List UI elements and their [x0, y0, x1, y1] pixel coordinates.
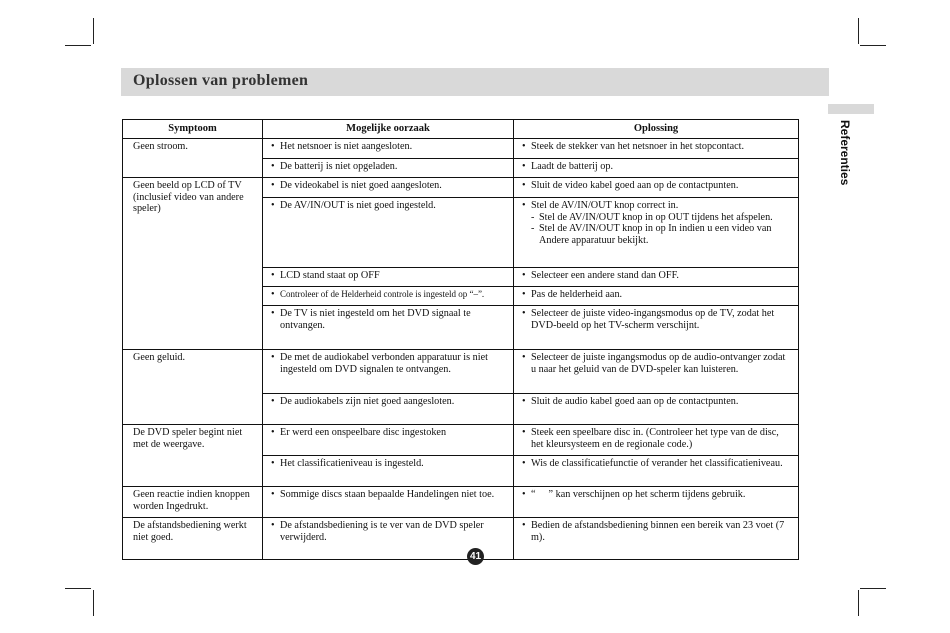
crop-mark	[93, 18, 94, 44]
bullet-icon: •	[522, 489, 526, 500]
solution-cell	[514, 139, 799, 159]
bullet-item	[271, 458, 507, 470]
cause-text: LCD stand staat op OFF	[280, 270, 380, 281]
sub-step-text: Stel de AV/IN/OUT knop in op OUT tijdens het afspelen.	[539, 211, 773, 223]
bullet-icon: •	[271, 270, 275, 281]
solution-cell	[514, 425, 799, 456]
bullet-item	[271, 427, 507, 439]
bullet-item	[522, 141, 792, 153]
section-header	[121, 68, 829, 96]
bullet-item	[271, 180, 507, 192]
dash-icon: -	[531, 211, 535, 223]
cause-text: Het classificatieniveau is ingesteld.	[280, 458, 424, 469]
solution-text: Selecteer de juiste ingangsmodus op de audio-ontvanger zodat u naar het geluid van de DVD-speler kan luisteren.	[531, 352, 786, 375]
page-number: 41	[467, 548, 484, 565]
solution-text: Sluit de video kabel goed aan op de contactpunten.	[531, 180, 739, 191]
bullet-icon: •	[271, 308, 275, 319]
cause-cell	[263, 139, 514, 159]
solution-cell	[514, 268, 799, 287]
troubleshooting-table	[122, 119, 799, 560]
cause-cell	[263, 306, 514, 350]
bullet-item	[522, 489, 792, 501]
solution-cell	[514, 518, 799, 560]
cause-text: Controleer of de Helderheid controle is ingesteld op “–”.	[280, 289, 485, 299]
bullet-item	[522, 427, 792, 450]
bullet-item	[271, 352, 507, 375]
symptom-cell: De DVD speler begint niet met de weergave.	[123, 425, 263, 487]
solution-cell	[514, 178, 799, 198]
cause-text: De afstandsbediening is te ver van de DVD speler verwijderd.	[280, 520, 484, 543]
bullet-icon: •	[522, 308, 526, 319]
crop-mark	[858, 590, 859, 616]
solution-text: Selecteer een andere stand dan OFF.	[531, 270, 679, 281]
bullet-icon: •	[522, 427, 526, 438]
cause-text: De met de audiokabel verbonden apparatuur is niet ingesteld om DVD signalen te ontvangen.	[280, 352, 488, 375]
sub-step-text: Stel de AV/IN/OUT knop in op In indien u een video van Andere apparatuur bekijkt.	[539, 223, 772, 246]
bullet-icon: •	[522, 200, 526, 211]
solution-text: Steek de stekker van het netsnoer in het stopcontact.	[531, 141, 745, 152]
symptom-cell: De afstandsbediening werkt niet goed.	[123, 518, 263, 560]
cause-cell	[263, 394, 514, 425]
sub-step	[522, 212, 792, 224]
solution-cell	[514, 350, 799, 394]
bullet-item	[522, 520, 792, 543]
bullet-icon: •	[271, 200, 275, 211]
bullet-item	[271, 141, 507, 153]
bullet-icon: •	[522, 161, 526, 172]
bullet-item	[522, 200, 792, 212]
cause-cell	[263, 425, 514, 456]
bullet-icon: •	[271, 427, 275, 438]
bullet-item	[271, 289, 507, 301]
cause-text: De videokabel is niet goed aangesloten.	[280, 180, 442, 191]
solution-cell	[514, 456, 799, 487]
crop-mark	[860, 588, 886, 589]
bullet-item	[271, 489, 507, 501]
solution-cell	[514, 198, 799, 268]
bullet-icon: •	[522, 458, 526, 469]
solution-text: Selecteer de juiste video-ingangsmodus op de TV, zodat het DVD-beeld op het TV-scherm verschijnt.	[531, 308, 775, 331]
crop-mark	[93, 590, 94, 616]
cause-text: De AV/IN/OUT is niet goed ingesteld.	[280, 200, 436, 211]
solution-cell	[514, 394, 799, 425]
bullet-item	[271, 270, 507, 282]
table-header-row	[123, 120, 799, 139]
crop-mark	[65, 588, 91, 589]
solution-text: Steek een speelbare disc in. (Controleer het type van de disc, het kleursysteem en de regionale code.)	[531, 427, 779, 450]
header-cause: Mogelijke oorzaak	[263, 120, 514, 139]
header-solution: Oplossing	[514, 120, 799, 139]
header-symptom: Symptoom	[123, 120, 263, 139]
bullet-icon: •	[522, 289, 526, 300]
solution-cell	[514, 306, 799, 350]
cause-text: Het netsnoer is niet aangesloten.	[280, 141, 413, 152]
cause-cell	[263, 287, 514, 306]
cause-text: De audiokabels zijn niet goed aangesloten.	[280, 396, 455, 407]
bullet-item	[522, 458, 792, 470]
bullet-item	[271, 520, 507, 543]
cause-cell	[263, 178, 514, 198]
crop-mark	[860, 45, 886, 46]
bullet-item	[271, 161, 507, 173]
solution-text: Stel de AV/IN/OUT knop correct in.	[531, 200, 679, 211]
symptom-cell: Geen reactie indien knoppen worden Ingedrukt.	[123, 487, 263, 518]
table-row	[123, 350, 799, 394]
bullet-item	[522, 396, 792, 408]
cause-cell	[263, 350, 514, 394]
cause-cell	[263, 487, 514, 518]
bullet-icon: •	[271, 141, 275, 152]
bullet-item	[522, 180, 792, 192]
dash-icon: -	[531, 223, 535, 235]
bullet-item	[522, 352, 792, 375]
bullet-icon: •	[522, 180, 526, 191]
bullet-icon: •	[271, 289, 275, 300]
side-tab-label: Referenties	[838, 120, 852, 186]
bullet-icon: •	[522, 141, 526, 152]
cause-text: De TV is niet ingesteld om het DVD signaal te ontvangen.	[280, 308, 471, 331]
solution-text: Pas de helderheid aan.	[531, 289, 623, 300]
cause-text: Sommige discs staan bepaalde Handelingen niet toe.	[280, 489, 495, 500]
solution-text: Laadt de batterij op.	[531, 161, 614, 172]
bullet-icon: •	[271, 396, 275, 407]
cause-cell	[263, 456, 514, 487]
bullet-icon: •	[522, 520, 526, 531]
bullet-icon: •	[271, 180, 275, 191]
bullet-item	[522, 308, 792, 331]
solution-text: Sluit de audio kabel goed aan op de contactpunten.	[531, 396, 739, 407]
table-row	[123, 518, 799, 560]
page-title: Oplossen van problemen	[133, 72, 309, 89]
solution-cell	[514, 287, 799, 306]
table-row	[123, 139, 799, 159]
symptom-cell: Geen stroom.	[123, 139, 263, 178]
bullet-item	[271, 200, 507, 212]
bullet-item	[522, 289, 792, 301]
bullet-item	[271, 308, 507, 331]
cause-cell	[263, 268, 514, 287]
symptom-cell: Geen geluid.	[123, 350, 263, 425]
solution-text: Wis de classificatiefunctie of verander het classificatieniveau.	[531, 458, 783, 469]
bullet-item	[522, 270, 792, 282]
table-row	[123, 178, 799, 198]
bullet-icon: •	[271, 489, 275, 500]
solution-text: “ ⃠ ” kan verschijnen op het scherm tijdens gebruik.	[531, 489, 746, 500]
bullet-item	[271, 396, 507, 408]
cause-cell	[263, 159, 514, 178]
symptom-cell: Geen beeld op LCD of TV (inclusief video van andere speler)	[123, 178, 263, 350]
solution-cell	[514, 487, 799, 518]
solution-text: Bedien de afstandsbediening binnen een bereik van 23 voet (7 m).	[531, 520, 785, 543]
side-tab-marker	[828, 104, 874, 114]
troubleshooting-table-container	[122, 119, 798, 560]
cause-text: Er werd een onspeelbare disc ingestoken	[280, 427, 447, 438]
bullet-item	[522, 161, 792, 173]
solution-cell	[514, 159, 799, 178]
crop-mark	[65, 45, 91, 46]
cause-cell	[263, 198, 514, 268]
bullet-icon: •	[271, 458, 275, 469]
crop-mark	[858, 18, 859, 44]
table-row	[123, 487, 799, 518]
bullet-icon: •	[522, 270, 526, 281]
sub-step	[522, 223, 792, 246]
bullet-icon: •	[271, 520, 275, 531]
cause-text: De batterij is niet opgeladen.	[280, 161, 398, 172]
bullet-icon: •	[522, 352, 526, 363]
table-row	[123, 425, 799, 456]
bullet-icon: •	[271, 161, 275, 172]
bullet-icon: •	[271, 352, 275, 363]
bullet-icon: •	[522, 396, 526, 407]
